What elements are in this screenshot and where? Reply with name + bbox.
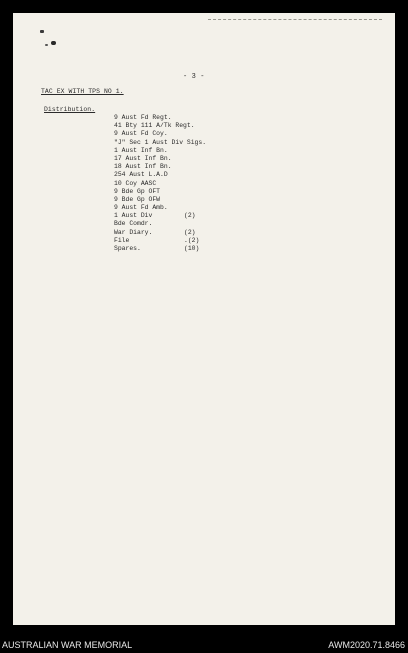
distribution-unit: 9 Aust Fd Amb. bbox=[114, 204, 168, 212]
distribution-item bbox=[114, 139, 206, 147]
distribution-item bbox=[114, 212, 206, 220]
distribution-unit: 10 Coy AASC bbox=[114, 179, 157, 187]
footer-institution: AUSTRALIAN WAR MEMORIAL bbox=[2, 640, 133, 650]
distribution-quantity: (2) bbox=[184, 212, 196, 220]
page-number: - 3 - bbox=[183, 73, 205, 81]
distribution-item bbox=[114, 245, 206, 253]
distribution-unit: 41 Bty 111 A/Tk Regt. bbox=[114, 122, 195, 130]
distribution-item bbox=[114, 188, 206, 196]
distribution-item bbox=[114, 171, 206, 179]
distribution-item bbox=[114, 155, 206, 163]
distribution-item bbox=[114, 122, 206, 130]
distribution-item bbox=[114, 237, 206, 245]
distribution-item bbox=[114, 229, 206, 237]
distribution-item bbox=[114, 114, 206, 122]
distribution-list bbox=[114, 114, 206, 253]
distribution-item bbox=[114, 204, 206, 212]
distribution-unit: Spares. bbox=[114, 245, 141, 252]
distribution-item bbox=[114, 220, 206, 228]
paper-mark bbox=[40, 30, 44, 33]
distribution-label: Distribution. bbox=[44, 106, 96, 113]
distribution-unit: 9 Bde Gp OFW bbox=[114, 195, 161, 203]
distribution-unit: 1 Aust Div bbox=[114, 212, 153, 220]
footer-bar bbox=[0, 638, 408, 653]
distribution-item bbox=[114, 147, 206, 155]
distribution-unit: War Diary. bbox=[114, 228, 153, 236]
footer-reference: AWM2020.71.8466 bbox=[328, 640, 405, 650]
paper-mark bbox=[51, 41, 56, 45]
distribution-quantity: (10) bbox=[184, 245, 200, 252]
distribution-item bbox=[114, 130, 206, 138]
distribution-unit: 9 Bde Gp OFT bbox=[114, 187, 161, 195]
distribution-unit: 1 Aust Inf Bn. bbox=[114, 146, 168, 154]
distribution-unit: File bbox=[114, 236, 130, 244]
document-page bbox=[13, 13, 395, 625]
distribution-unit: "J" Sec 1 Aust Div Sigs. bbox=[114, 138, 207, 146]
distribution-unit: Bde Comdr. bbox=[114, 220, 153, 228]
top-edge-rule bbox=[208, 19, 382, 20]
distribution-item bbox=[114, 180, 206, 188]
distribution-unit: 9 Aust Fd Regt. bbox=[114, 114, 172, 121]
document-heading: TAC EX WITH TPS NO 1. bbox=[41, 88, 124, 95]
distribution-quantity: .(2) bbox=[184, 236, 200, 244]
distribution-unit: 254 Aust L.A.D bbox=[114, 171, 168, 179]
distribution-unit: 18 Aust Inf Bn. bbox=[114, 163, 172, 171]
paper-mark bbox=[45, 44, 48, 46]
distribution-unit: 9 Aust Fd Coy. bbox=[114, 130, 168, 138]
distribution-unit: 17 Aust Inf Bn. bbox=[114, 154, 172, 162]
distribution-quantity: (2) bbox=[184, 228, 196, 236]
distribution-item bbox=[114, 163, 206, 171]
distribution-item bbox=[114, 196, 206, 204]
